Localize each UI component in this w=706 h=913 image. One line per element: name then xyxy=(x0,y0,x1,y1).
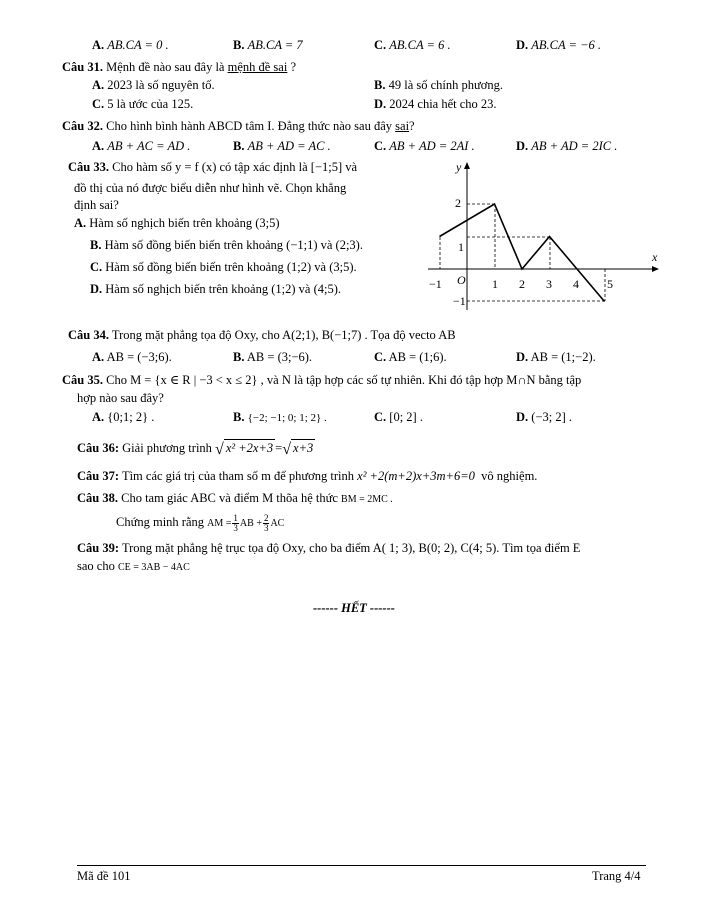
q35-stem-line-2: hợp nào sau đây? xyxy=(77,391,164,405)
q32-option-b: B. AB + AD = AC . xyxy=(233,139,331,153)
q34-option-a: A. AB = (−3;6). xyxy=(92,350,172,364)
q31-stem: Câu 31. Mệnh đề nào sau đây là mệnh đề sai ? xyxy=(62,60,297,74)
q34-option-b: B. AB = (3;−6). xyxy=(233,350,313,364)
q35-option-d: D. (−3; 2] . xyxy=(516,410,573,424)
q35-stem-line-1: Câu 35. Cho M = {x ∈ R | −3 < x ≤ 2} , và N là tập hợp các số tự nhiên. Khi đó tập hợp M∩N bằng tập xyxy=(62,373,582,387)
origin-label: O xyxy=(457,273,466,287)
q30-option-d: D. AB.CA = −6 . xyxy=(516,38,602,52)
q32-stem: Câu 32. Cho hình bình hành ABCD tâm I. Đẳng thức nào sau đây sai? xyxy=(62,119,415,133)
q39-line-1: Câu 39: Trong mặt phẳng hệ trục tọa độ Oxy, cho ba điểm A( 1; 3), B(0; 2), C(4; 5). Tìm tọa điểm E xyxy=(77,541,581,555)
x-tick-label: −1 xyxy=(429,277,442,291)
y-tick-label: −1 xyxy=(453,294,466,308)
y-axis-label: y xyxy=(456,160,462,174)
q31-option-d: D. 2024 chia hết cho 23. xyxy=(374,97,497,111)
q36: Câu 36: Giải phương trình √ x² +2x+3 =√ x+3 xyxy=(77,441,314,458)
q33-option-a: A. Hàm số nghịch biến trên khoảng (3;5) xyxy=(74,216,280,230)
x-axis-label: x xyxy=(652,250,658,264)
q33-stem-line-2: đồ thị của nó được biểu diễn như hình vẽ. Chọn khẳng xyxy=(74,181,347,195)
q34-stem: Câu 34. Trong mặt phẳng tọa độ Oxy, cho A(2;1), B(−1;7) . Tọa độ vecto AB xyxy=(68,328,456,342)
q36-radicand-right: x+3 xyxy=(293,441,314,455)
x-tick-label: 5 xyxy=(607,277,613,291)
q37: Câu 37: Tìm các giá trị của tham số m để phương trình x² +2(m+2)x+3m+6=0 vô nghiệm. xyxy=(77,469,538,483)
q33-function-graph xyxy=(420,155,665,315)
x-tick-label: 4 xyxy=(573,277,579,291)
q35-option-a: A. {0;1; 2} . xyxy=(92,410,155,424)
y-tick-label: 1 xyxy=(458,240,464,254)
q33-option-b: B. Hàm số đồng biến biến trên khoảng (−1;1) và (2;3). xyxy=(90,238,363,252)
q38-line-1: Câu 38. Cho tam giác ABC và điểm M thõa hệ thức BM = 2MC . xyxy=(77,491,393,505)
q33-stem-line-1: Câu 33. Cho hàm số y = f (x) có tập xác định là [−1;5] và xyxy=(68,160,358,174)
footer-rule xyxy=(77,865,646,866)
q33-stem-line-3: định sai? xyxy=(74,198,119,212)
footer-page-number: Trang 4/4 xyxy=(592,869,641,883)
q35-option-b: B. {−2; −1; 0; 1; 2} . xyxy=(233,410,327,424)
x-tick-label: 3 xyxy=(546,277,552,291)
q30-option-a: A. AB.CA = 0 . xyxy=(92,38,169,52)
x-tick-label: 1 xyxy=(492,277,498,291)
q33-option-c: C. Hàm số đồng biến biến trên khoảng (1;2) và (3;5). xyxy=(90,260,357,274)
q34-option-d: D. AB = (1;−2). xyxy=(516,350,596,364)
q32-option-d: D. AB + AD = 2IC . xyxy=(516,139,618,153)
y-tick-label: 2 xyxy=(455,196,461,210)
q34-option-c: C. AB = (1;6). xyxy=(374,350,447,364)
q31-option-a: A. 2023 là số nguyên tố. xyxy=(92,78,215,92)
q30-option-c: C. AB.CA = 6 . xyxy=(374,38,451,52)
q38-line-2: Chứng minh rằng AM = $\frac{1}{3}$ AB + $\frac{2}{3}$ AC xyxy=(116,512,285,533)
footer-exam-code: Mã đề 101 xyxy=(77,869,131,883)
q32-option-c: C. AB + AD = 2AI . xyxy=(374,139,475,153)
q36-radicand-left: x² +2x+3 xyxy=(225,441,274,455)
q33-option-d: D. Hàm số nghịch biến trên khoảng (1;2) và (4;5). xyxy=(90,282,341,296)
q39-line-2: sao cho CE = 3AB − 4AC xyxy=(77,559,190,573)
x-tick-label: 2 xyxy=(519,277,525,291)
q32-option-a: A. AB + AC = AD . xyxy=(92,139,191,153)
end-marker: ------ HẾT ------ xyxy=(313,601,395,615)
q30-option-b: B. AB.CA = 7 xyxy=(233,38,303,52)
q31-option-c: C. 5 là ước của 125. xyxy=(92,97,194,111)
q31-option-b: B. 49 là số chính phương. xyxy=(374,78,504,92)
q35-option-c: C. [0; 2] . xyxy=(374,410,423,424)
